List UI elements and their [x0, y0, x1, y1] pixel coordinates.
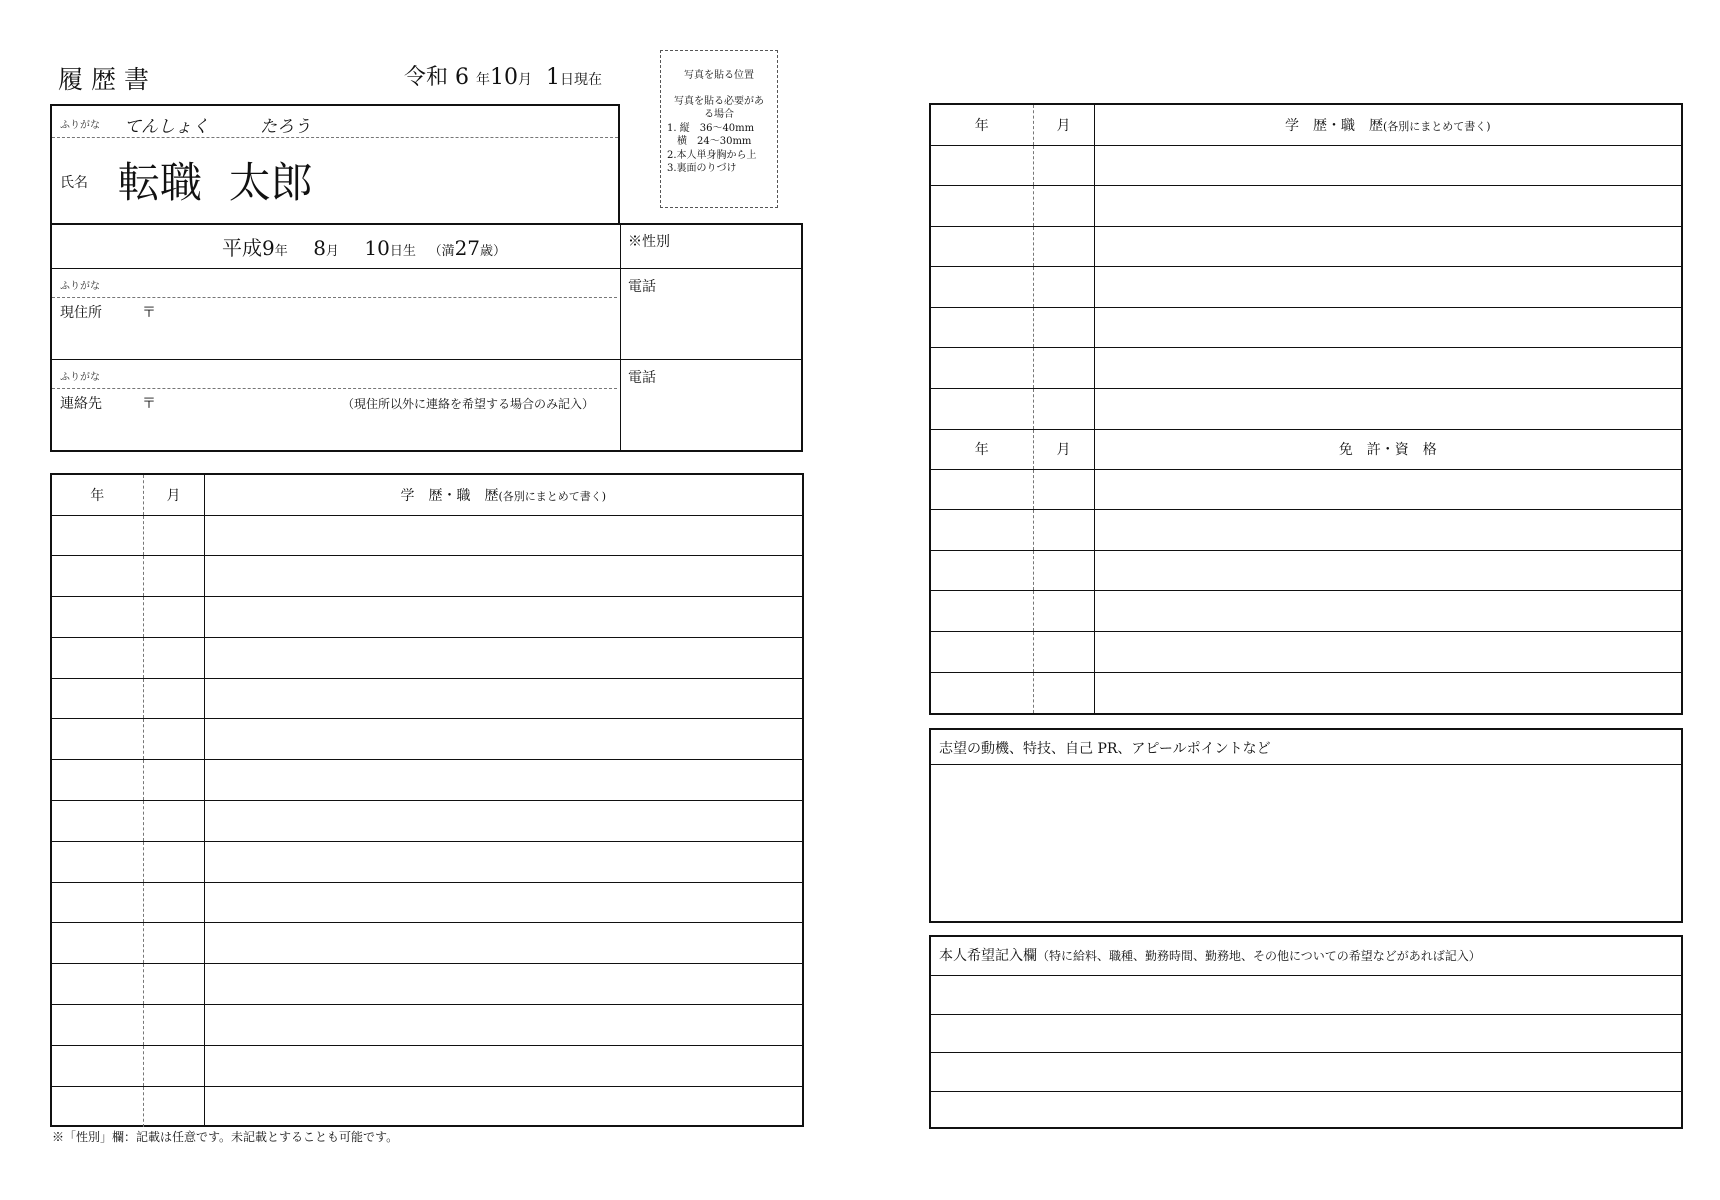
history-right-row	[931, 389, 1681, 430]
history-left-entry-cell[interactable]	[204, 678, 802, 719]
history-left-year-cell[interactable]	[52, 1005, 143, 1046]
address-divider	[52, 359, 801, 360]
address-furigana-label: ふりがな	[60, 281, 100, 292]
birth-day: 10	[364, 236, 390, 260]
date-month: 10	[490, 65, 519, 90]
history-left-row	[52, 678, 802, 719]
history-right-entry-cell[interactable]	[1094, 348, 1681, 389]
history-left-row	[52, 882, 802, 923]
request-note: （特に給料、職種、勤務時間、勤務地、その他についての希望などがあれば記入）	[1037, 949, 1481, 963]
license-month-cell[interactable]	[1033, 591, 1094, 632]
history-right-year-cell[interactable]	[931, 389, 1033, 430]
history-left-year-cell[interactable]	[52, 678, 143, 719]
furigana-divider	[52, 137, 618, 138]
history-left-year-cell[interactable]	[52, 841, 143, 882]
gender-label: ※性別	[628, 234, 670, 250]
history-left-row	[52, 760, 802, 801]
history-left-month-cell[interactable]	[143, 515, 204, 556]
history-left-row	[52, 597, 802, 638]
history-right-row	[931, 145, 1681, 186]
license-col-year: 年	[931, 429, 1033, 469]
history-left-month-cell[interactable]	[143, 719, 204, 760]
document-date	[404, 60, 602, 91]
history-right-entry-cell[interactable]	[1094, 226, 1681, 267]
history-right-year-cell[interactable]	[931, 307, 1033, 348]
license-year-cell[interactable]	[931, 550, 1033, 591]
date-day-suffix: 日現在	[560, 72, 603, 88]
birth-divider	[52, 268, 801, 269]
history-right-entry-cell[interactable]	[1094, 307, 1681, 348]
name-label: 氏名	[60, 175, 88, 191]
history-left-col-title	[204, 475, 802, 515]
history-left-entry-cell[interactable]	[204, 719, 802, 760]
history-left-row	[52, 801, 802, 842]
history-right-year-cell[interactable]	[931, 267, 1033, 308]
birth-era: 平成	[222, 236, 262, 260]
history-left-entry-cell[interactable]	[204, 760, 802, 801]
history-right-row	[931, 307, 1681, 348]
history-left-month-cell[interactable]	[143, 923, 204, 964]
motivation-box	[929, 728, 1683, 923]
history-left-entry-cell[interactable]	[204, 882, 802, 923]
history-right-col-note: (各別にまとめて書く)	[1382, 119, 1491, 133]
license-year-cell[interactable]	[931, 510, 1033, 551]
photo-line4: 横 24〜30mm	[667, 136, 752, 147]
history-left-entry-cell[interactable]	[204, 1086, 802, 1127]
history-right-col-year: 年	[931, 105, 1033, 145]
history-table-right	[929, 103, 1683, 715]
history-left-col-month: 月	[143, 475, 204, 515]
history-right-row	[931, 226, 1681, 267]
date-era: 令和	[404, 65, 449, 90]
address-furigana-divider	[52, 297, 617, 298]
history-right-col-title-text: 学 歴・職 歴	[1284, 117, 1383, 134]
license-month-cell[interactable]	[1033, 550, 1094, 591]
history-right-entry-cell[interactable]	[1094, 145, 1681, 186]
history-left-header-row	[52, 475, 802, 515]
history-left-year-cell[interactable]	[52, 597, 143, 638]
history-right-row	[931, 186, 1681, 227]
history-right-month-cell[interactable]	[1033, 307, 1094, 348]
history-left-month-cell[interactable]	[143, 1045, 204, 1086]
history-right-row	[931, 348, 1681, 389]
contact-furigana-divider	[52, 388, 617, 389]
contact-furigana-label: ふりがな	[60, 372, 100, 383]
history-table-left	[50, 473, 804, 1127]
request-row[interactable]	[931, 1091, 1681, 1130]
history-left-entry-cell[interactable]	[204, 515, 802, 556]
license-year-cell[interactable]	[931, 632, 1033, 673]
age-value: 27	[454, 236, 481, 260]
history-left-month-cell[interactable]	[143, 556, 204, 597]
history-left-year-cell[interactable]	[52, 556, 143, 597]
photo-line5: 2.本人単身胸から上	[667, 149, 757, 161]
history-right-year-cell[interactable]	[931, 186, 1033, 227]
history-left-month-cell[interactable]	[143, 841, 204, 882]
license-row	[931, 469, 1681, 510]
history-left-row	[52, 1005, 802, 1046]
info-box	[50, 223, 803, 452]
history-right-month-cell[interactable]	[1033, 389, 1094, 430]
date-month-unit: 月	[518, 72, 533, 88]
history-left-col-note: (各別にまとめて書く)	[498, 489, 607, 503]
history-left-month-cell[interactable]	[143, 964, 204, 1005]
birth-year: 9	[262, 236, 275, 260]
history-right-row	[931, 267, 1681, 308]
history-left-month-cell[interactable]	[143, 597, 204, 638]
photo-line3: 1. 縦 36〜40mm	[667, 122, 755, 134]
history-right-month-cell[interactable]	[1033, 348, 1094, 389]
photo-line2: る場合	[704, 109, 734, 120]
license-row	[931, 632, 1681, 673]
furigana-label: ふりがな	[60, 120, 100, 131]
license-row	[931, 591, 1681, 632]
history-right-col-title	[1094, 105, 1681, 145]
history-left-month-cell[interactable]	[143, 801, 204, 842]
license-month-cell[interactable]	[1033, 672, 1094, 713]
photo-line6: 3.裏面のりづけ	[667, 163, 737, 174]
history-left-year-cell[interactable]	[52, 923, 143, 964]
history-grid-left	[52, 475, 802, 1127]
license-month-cell[interactable]	[1033, 469, 1094, 510]
name-value[interactable]: 転職 太郎	[118, 158, 313, 207]
photo-placeholder	[660, 50, 778, 208]
license-entry-cell[interactable]	[1094, 672, 1681, 713]
birth-day-unit: 日生	[389, 244, 416, 259]
history-left-year-cell[interactable]	[52, 964, 143, 1005]
license-entry-cell[interactable]	[1094, 632, 1681, 673]
history-right-col-month: 月	[1033, 105, 1094, 145]
history-right-year-cell[interactable]	[931, 226, 1033, 267]
history-left-row	[52, 515, 802, 556]
history-left-entry-cell[interactable]	[204, 841, 802, 882]
address-postal-mark: 〒	[142, 305, 156, 321]
history-right-month-cell[interactable]	[1033, 267, 1094, 308]
license-row	[931, 672, 1681, 713]
photo-line1: 写真を貼る必要があ	[674, 95, 764, 107]
age-close: 歳）	[480, 244, 507, 259]
history-left-col-year: 年	[52, 475, 143, 515]
history-left-year-cell[interactable]	[52, 1045, 143, 1086]
license-year-cell[interactable]	[931, 672, 1033, 713]
history-left-year-cell[interactable]	[52, 760, 143, 801]
motivation-label: 志望の動機、特技、自己 PR、アピールポイントなど	[939, 741, 1271, 757]
history-left-entry-cell[interactable]	[204, 1005, 802, 1046]
license-col-month: 月	[1033, 429, 1094, 469]
license-year-cell[interactable]	[931, 591, 1033, 632]
request-box	[929, 935, 1683, 1129]
motivation-input-area[interactable]	[931, 765, 1681, 921]
contact-note: （現住所以外に連絡を希望する場合のみ記入）	[342, 397, 595, 411]
history-left-col-title-text: 学 歴・職 歴	[400, 487, 499, 504]
history-left-year-cell[interactable]	[52, 882, 143, 923]
history-left-year-cell[interactable]	[52, 1086, 143, 1127]
history-grid-right	[931, 105, 1681, 713]
contact-phone-label: 電話	[628, 370, 656, 386]
history-left-year-cell[interactable]	[52, 801, 143, 842]
age-open: （満	[428, 244, 455, 259]
license-entry-cell[interactable]	[1094, 469, 1681, 510]
history-left-row	[52, 719, 802, 760]
history-left-year-cell[interactable]	[52, 719, 143, 760]
history-left-entry-cell[interactable]	[204, 1045, 802, 1086]
history-left-entry-cell[interactable]	[204, 964, 802, 1005]
contact-postal-mark: 〒	[142, 396, 156, 412]
history-left-month-cell[interactable]	[143, 678, 204, 719]
request-row[interactable]	[931, 1014, 1681, 1053]
history-left-month-cell[interactable]	[143, 882, 204, 923]
info-vertical-divider	[620, 225, 621, 450]
history-right-header-row	[931, 105, 1681, 145]
history-left-month-cell[interactable]	[143, 1005, 204, 1046]
history-left-entry-cell[interactable]	[204, 637, 802, 678]
date-year: 6	[455, 65, 470, 90]
name-box	[50, 104, 620, 225]
birth-month: 8	[313, 236, 326, 260]
license-header-row	[931, 429, 1681, 469]
history-right-entry-cell[interactable]	[1094, 389, 1681, 430]
photo-title: 写真を貼る位置	[684, 70, 754, 81]
history-left-month-cell[interactable]	[143, 637, 204, 678]
license-col-title	[1094, 429, 1681, 469]
phone-label: 電話	[628, 279, 656, 295]
history-right-month-cell[interactable]	[1033, 226, 1094, 267]
history-left-row	[52, 841, 802, 882]
date-day: 1	[546, 65, 561, 90]
license-entry-cell[interactable]	[1094, 510, 1681, 551]
history-left-row	[52, 964, 802, 1005]
history-left-entry-cell[interactable]	[204, 556, 802, 597]
history-left-row	[52, 1045, 802, 1086]
document-title: 履歴書	[58, 65, 158, 94]
history-left-entry-cell[interactable]	[204, 597, 802, 638]
license-col-title-text: 免 許・資 格	[1338, 442, 1437, 459]
license-row	[931, 510, 1681, 551]
request-label: 本人希望記入欄	[939, 948, 1037, 964]
history-left-month-cell[interactable]	[143, 760, 204, 801]
address-label: 現住所	[60, 305, 102, 321]
history-left-year-cell[interactable]	[52, 515, 143, 556]
license-month-cell[interactable]	[1033, 510, 1094, 551]
history-left-row	[52, 556, 802, 597]
date-year-unit: 年	[476, 72, 491, 88]
license-entry-cell[interactable]	[1094, 550, 1681, 591]
footnote: ※「性別」欄：記載は任意です。未記載とすることも可能です。	[52, 1130, 399, 1144]
birth-date	[222, 232, 506, 261]
history-right-entry-cell[interactable]	[1094, 267, 1681, 308]
request-row[interactable]	[931, 1052, 1681, 1091]
history-left-entry-cell[interactable]	[204, 923, 802, 964]
request-header	[939, 945, 1481, 965]
history-left-entry-cell[interactable]	[204, 801, 802, 842]
license-row	[931, 550, 1681, 591]
request-row[interactable]	[931, 975, 1681, 1014]
history-left-month-cell[interactable]	[143, 1086, 204, 1127]
history-left-row	[52, 637, 802, 678]
history-right-entry-cell[interactable]	[1094, 186, 1681, 227]
history-left-row	[52, 1086, 802, 1127]
license-month-cell[interactable]	[1033, 632, 1094, 673]
history-right-year-cell[interactable]	[931, 348, 1033, 389]
license-year-cell[interactable]	[931, 469, 1033, 510]
license-entry-cell[interactable]	[1094, 591, 1681, 632]
history-right-month-cell[interactable]	[1033, 186, 1094, 227]
history-right-month-cell[interactable]	[1033, 145, 1094, 186]
history-right-year-cell[interactable]	[931, 145, 1033, 186]
birth-year-unit: 年	[274, 244, 288, 259]
furigana-value[interactable]: てんしょく たろう	[124, 117, 311, 137]
history-left-year-cell[interactable]	[52, 637, 143, 678]
history-left-row	[52, 923, 802, 964]
contact-label: 連絡先	[60, 396, 102, 412]
birth-month-unit: 月	[325, 244, 339, 259]
